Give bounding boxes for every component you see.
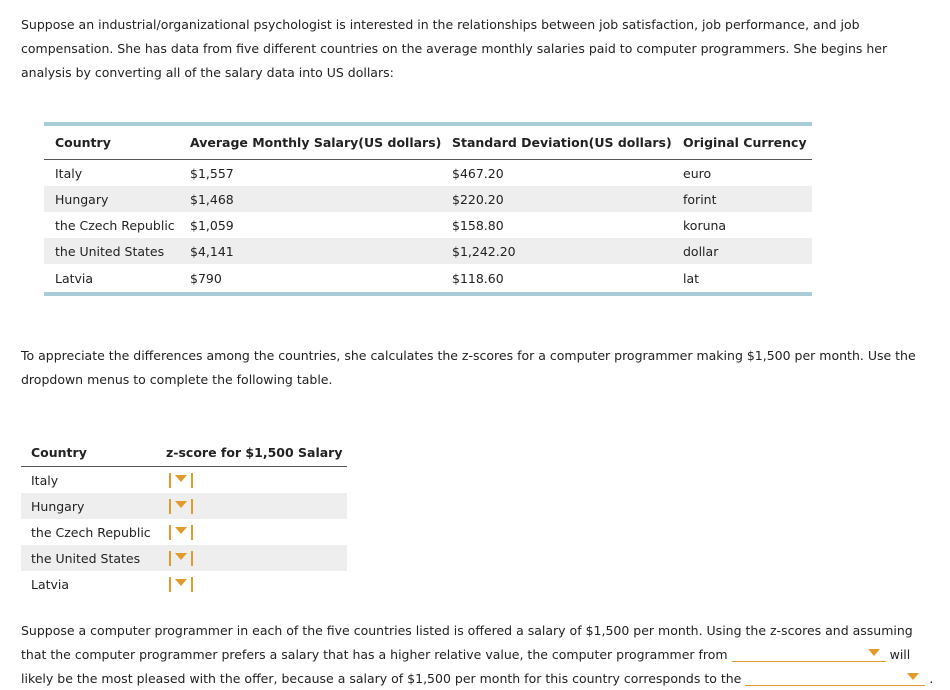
country-dropdown[interactable] xyxy=(732,645,886,662)
dropdown-bar xyxy=(191,577,193,592)
cell-sd: $467.20 xyxy=(452,165,504,181)
table-row xyxy=(44,238,812,264)
dropdown-bar xyxy=(169,473,171,488)
dropdown-bar xyxy=(169,499,171,514)
dropdown-bar xyxy=(169,577,171,592)
table-row xyxy=(21,493,347,519)
cell-country: Italy xyxy=(55,165,83,181)
chevron-down-icon xyxy=(175,579,187,586)
zscore-dropdown-hungary[interactable] xyxy=(166,497,194,515)
table-row xyxy=(44,264,812,292)
conclusion-text-3: . xyxy=(929,671,934,686)
cell-country: Latvia xyxy=(31,576,70,592)
cell-salary: $1,468 xyxy=(190,186,452,212)
zscore-table-header-row xyxy=(21,438,347,467)
zscore-dropdown-italy[interactable] xyxy=(166,471,194,489)
conclusion-paragraph xyxy=(21,619,941,690)
header-country: Country xyxy=(44,126,190,160)
chevron-down-icon xyxy=(175,501,187,508)
chevron-down-icon xyxy=(175,527,187,534)
cell-country: Italy xyxy=(31,472,59,488)
salary-table-header-row xyxy=(44,126,812,160)
dropdown-bar xyxy=(191,473,193,488)
table-row xyxy=(44,160,812,187)
dropdown-bar xyxy=(169,551,171,566)
cell-country: Hungary xyxy=(44,186,190,212)
header-country: Country xyxy=(21,438,166,467)
cell-sd: $220.20 xyxy=(452,186,683,212)
zscore-dropdown-czech-republic[interactable] xyxy=(166,523,194,541)
cell-salary: $4,141 xyxy=(190,238,452,264)
cell-currency: lat xyxy=(683,270,700,286)
cell-country: the Czech Republic xyxy=(55,217,175,233)
table-row xyxy=(21,519,347,545)
dropdown-bar xyxy=(169,525,171,540)
cell-currency: dollar xyxy=(683,238,812,264)
cell-currency: forint xyxy=(683,186,812,212)
cell-zscore xyxy=(166,545,347,571)
cell-zscore xyxy=(166,467,347,494)
cell-salary: $1,059 xyxy=(190,217,234,233)
cell-currency: koruna xyxy=(683,217,727,233)
cell-sd: $1,242.20 xyxy=(452,238,683,264)
cell-sd: $118.60 xyxy=(452,270,504,286)
cell-zscore xyxy=(166,493,347,519)
cell-country: the Czech Republic xyxy=(31,524,151,540)
cell-currency: euro xyxy=(683,165,712,181)
dropdown-bar xyxy=(191,499,193,514)
table-row xyxy=(44,212,812,238)
conclusion-text-2: will likely be the most pleased with the offer, because a salary of $1,500 per month for this country corresponds to the xyxy=(21,647,911,686)
header-sd: Standard Deviation(US dollars) xyxy=(452,126,683,160)
table-row xyxy=(21,545,347,571)
chevron-down-icon xyxy=(175,553,187,560)
header-zscore: z-score for $1,500 Salary xyxy=(166,438,347,467)
salary-table xyxy=(44,126,812,292)
header-salary: Average Monthly Salary(US dollars) xyxy=(190,126,452,160)
cell-sd: $158.80 xyxy=(452,217,504,233)
zscore-table-container xyxy=(21,438,347,597)
cell-salary: $790 xyxy=(190,270,222,286)
cell-zscore xyxy=(166,571,347,597)
dropdown-bar xyxy=(191,525,193,540)
zscore-dropdown-united-states[interactable] xyxy=(166,549,194,567)
cell-zscore xyxy=(166,519,347,545)
table-row xyxy=(21,571,347,597)
intro-paragraph: Suppose an industrial/organizational psychologist is interested in the relationships between job satisfaction, job performance, and job compensation. She has data from five different countries on the average monthly salaries paid to computer programmers. She begins her analysis by converting all of the salary data into US dollars: xyxy=(21,17,888,80)
salary-table-container xyxy=(44,122,812,296)
instructions-paragraph: To appreciate the differences among the countries, she calculates the z-scores for a computer programmer making $1,500 per month. Use the dropdown menus to complete the following table. xyxy=(21,348,916,387)
conclusion-text-1: Suppose a computer programmer in each of the five countries listed is offered a salary of $1,500 per month. Using the z-scores and assuming that the computer programmer prefers a salary that has a higher relative value, the computer programmer from xyxy=(21,623,913,662)
header-currency: Original Currency xyxy=(683,126,812,160)
cell-salary: $1,557 xyxy=(190,165,234,181)
zscore-table xyxy=(21,438,347,597)
dropdown-bar xyxy=(191,551,193,566)
cell-country: the United States xyxy=(44,238,190,264)
table-row xyxy=(21,467,347,494)
table-row xyxy=(44,186,812,212)
chevron-down-icon xyxy=(175,475,187,482)
chevron-down-icon xyxy=(907,673,919,680)
cell-country: Latvia xyxy=(55,270,94,286)
cell-country: the United States xyxy=(21,545,166,571)
chevron-down-icon xyxy=(868,649,880,656)
cell-country: Hungary xyxy=(21,493,166,519)
zscore-dropdown-latvia[interactable] xyxy=(166,575,194,593)
reason-dropdown[interactable] xyxy=(745,669,925,686)
